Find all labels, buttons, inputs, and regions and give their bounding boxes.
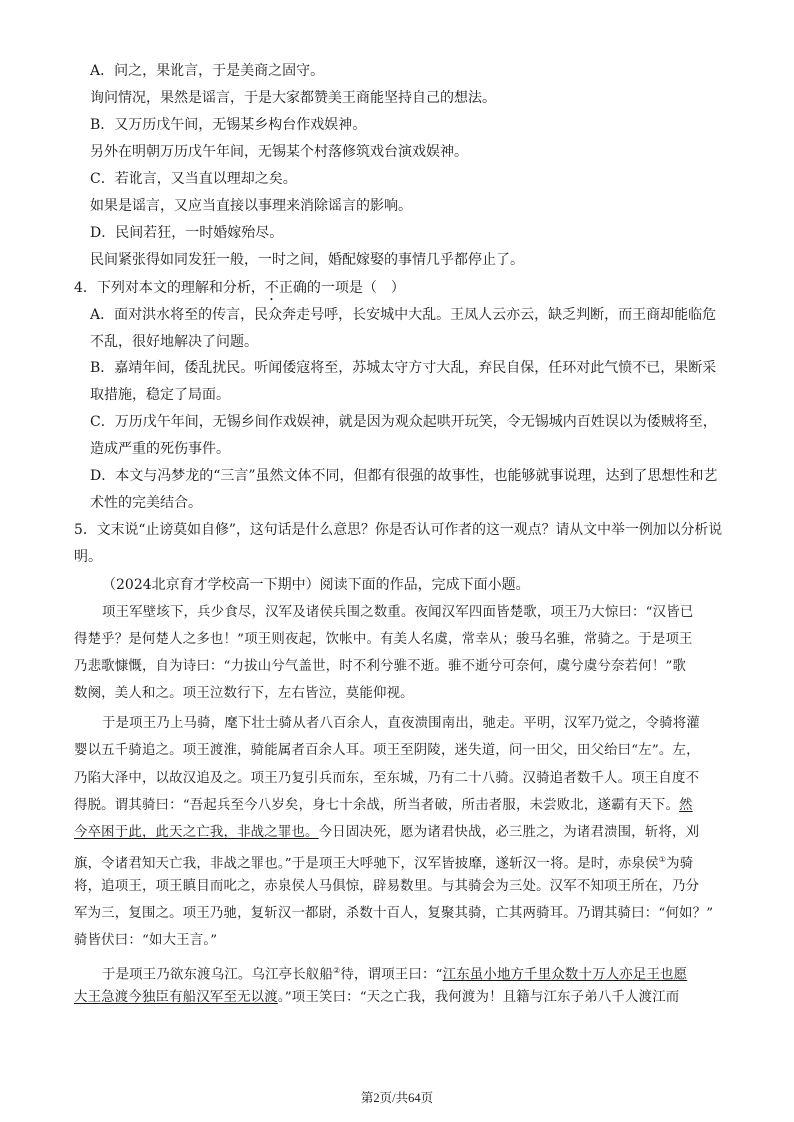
- passage-p2-line2: 婴以五千骑追之。项王渡淮，骑能属者百余人耳。项王至阴陵，迷失道，问一田父，田父绐曰“左”。左，: [74, 743, 700, 758]
- q3-option-d-translation: 民间紧张得如同发狂一般，一时之间，婚配嫁娶的事情几乎都停止了。: [90, 252, 524, 268]
- passage-p2-line8: 军为三，复围之。项王乃驰，复斩汉一都尉，杀数十百人，复聚其骑，亡其两骑耳。乃谓其骑曰：“何如？”: [74, 906, 714, 921]
- q4-option-b-line1: B．嘉靖年间，倭乱扰民。听闻倭寇将至，苏城太守方寸大乱，弃民自保，任环对此气愤不已，果断采: [90, 360, 717, 376]
- q3-option-c-translation: 如果是谣言，又应当直接以事理来消除谣言的影响。: [90, 198, 412, 214]
- q4-option-b-line2: 取措施，稳定了局面。: [90, 387, 230, 403]
- passage-p1-line1: 项王军壁垓下，兵少食尽，汉军及诸侯兵围之数重。夜闻汉军四面皆楚歌，项王乃大惊曰：“汉皆已: [102, 605, 694, 620]
- q3-option-c: C．若讹言，又当直以理却之矣。: [90, 171, 297, 187]
- q4-option-c-line1: C．万历戊午年间，无锡乡间作戏娱神，就是因为观众起哄开玩笑，令无锡城内百姓误以为倭贼将至，: [90, 414, 717, 430]
- passage-p2-line4: [74, 796, 693, 816]
- q3-option-d: D．民间若狂，一时婚嫁殆尽。: [90, 225, 284, 241]
- passage-p2-line9: 骑皆伏曰：“如大王言。”: [74, 933, 218, 948]
- q3-option-a: A．问之，果讹言，于是美商之固守。: [90, 63, 325, 79]
- passage-p2-line6-text: 旗，令诸君知天亡我，非战之罪也。”于是项王大呼驰下，汉军皆披靡，遂斩汉一将。是时，赤泉侯: [74, 856, 659, 872]
- q4-option-a-line2: 不乱，很好地解决了问题。: [90, 334, 258, 350]
- passage-p2-line6-end: 为骑: [666, 856, 694, 872]
- passage-p1-line4: 数阕，美人和之。项王泣数行下，左右皆泣，莫能仰视。: [74, 686, 414, 701]
- passage-p1-line3: 乃悲歌慷慨，自为诗曰：“力拔山兮气盖世，时不利兮骓不逝。骓不逝兮可奈何，虞兮虞兮奈若何！”歌: [74, 659, 687, 674]
- q4-option-a-line1: A．面对洪水将至的传言，民众奔走号呼，长安城中大乱。王凤人云亦云，缺乏判断，而王商却能临危: [90, 307, 717, 323]
- footnote-marker-1: ①: [658, 855, 667, 864]
- q3-option-b: B．又万历戊午间，无锡某乡构台作戏娱神。: [90, 117, 367, 133]
- page-footer: 第2页/共64页: [360, 1091, 434, 1105]
- q4-option-c-line2: 造成严重的死伤事件。: [90, 441, 230, 457]
- passage-p1-line2: 得楚乎？是何楚人之多也！”项王则夜起，饮帐中。有美人名虞，常幸从；骏马名骓，常骑之。于是项王: [74, 632, 693, 647]
- footnote-marker-2: ②: [333, 966, 341, 975]
- passage-p3-line2: [74, 988, 679, 1008]
- q3-option-b-translation: 另外在明朝万历戊午年间，无锡某个村落修筑戏台演戏娱神。: [90, 144, 468, 160]
- passage-p2-line5-underlined: 今卒困于此，此天之亡我，非战之罪也。: [74, 825, 319, 840]
- passage-p3-line1-quote: 待，谓项王曰：“: [340, 967, 443, 983]
- passage-p2-line5-text: 今日固决死，愿为诸君快战，必三胜之，为诸君溃围，斩将，刈: [318, 825, 700, 840]
- passage-p3-line2-text: 。”项王笑曰：“天之亡我，我何渡为！且籍与江东子弟八千人渡江而: [277, 990, 680, 1005]
- q5-line1: 5．文末说“止谤莫如自修”，这句话是什么意思？你是否认可作者的这一观点？请从文中举一例加以分析说: [74, 522, 723, 538]
- q4-stem: [74, 278, 405, 304]
- q4-option-d-line2: 术性的完美结合。: [90, 495, 202, 511]
- section-intro: （2024北京育才学校高一下期中）阅读下面的作品，完成下面小题。: [102, 577, 530, 593]
- passage-p2-line6: [74, 850, 693, 874]
- q4-option-d-line1: D．本文与冯梦龙的“三言”虽然文体不同，但都有很强的故事性，也能够就事说理，达到了思想性和艺: [90, 468, 718, 484]
- passage-p3-line1-text: 于是项王乃欲东渡乌江。乌江亭长舣船: [102, 967, 334, 983]
- passage-p3-line1-underlined: 江东虽小地方千里众数十万人亦足王也愿: [442, 967, 688, 983]
- passage-p2-line1: 于是项王乃上马骑，麾下壮士骑从者八百余人，直夜溃围南出，驰走。平明，汉军乃觉之，令骑将灌: [102, 716, 700, 731]
- passage-p2-line4-underlined: 然: [679, 798, 693, 813]
- passage-p3-line2-underlined: 大王急渡今独臣有船汉军至无以渡: [74, 990, 278, 1005]
- passage-p2-line4-text: 得脱。谓其骑曰：“吾起兵至今八岁矣，身七十余战，所当者破，所击者服，未尝败北，遂霸有天下。: [74, 798, 680, 813]
- passage-p3-line1: [102, 961, 687, 985]
- q4-stem-emphasis: 不: [264, 280, 279, 296]
- q3-option-a-translation: 询问情况，果然是谣言，于是大家都赞美王商能坚持自己的想法。: [90, 90, 496, 106]
- passage-p2-line5: [74, 823, 699, 843]
- q4-stem-pre: 4．下列对本文的理解和分析，: [74, 280, 265, 296]
- passage-p2-line7: 将，追项王，项王瞋目而叱之，赤泉侯人马俱惊，辟易数里。与其骑会为三处。汉军不知项王所在，乃分: [74, 879, 700, 894]
- q5-line2: 明。: [74, 549, 102, 565]
- passage-p2-line3: 乃陷大泽中，以故汉追及之。项王乃复引兵而东，至东城，乃有二十八骑。汉骑追者数千人。项王自度不: [74, 771, 700, 786]
- q4-stem-post: 正确的一项是（ ）: [278, 280, 405, 296]
